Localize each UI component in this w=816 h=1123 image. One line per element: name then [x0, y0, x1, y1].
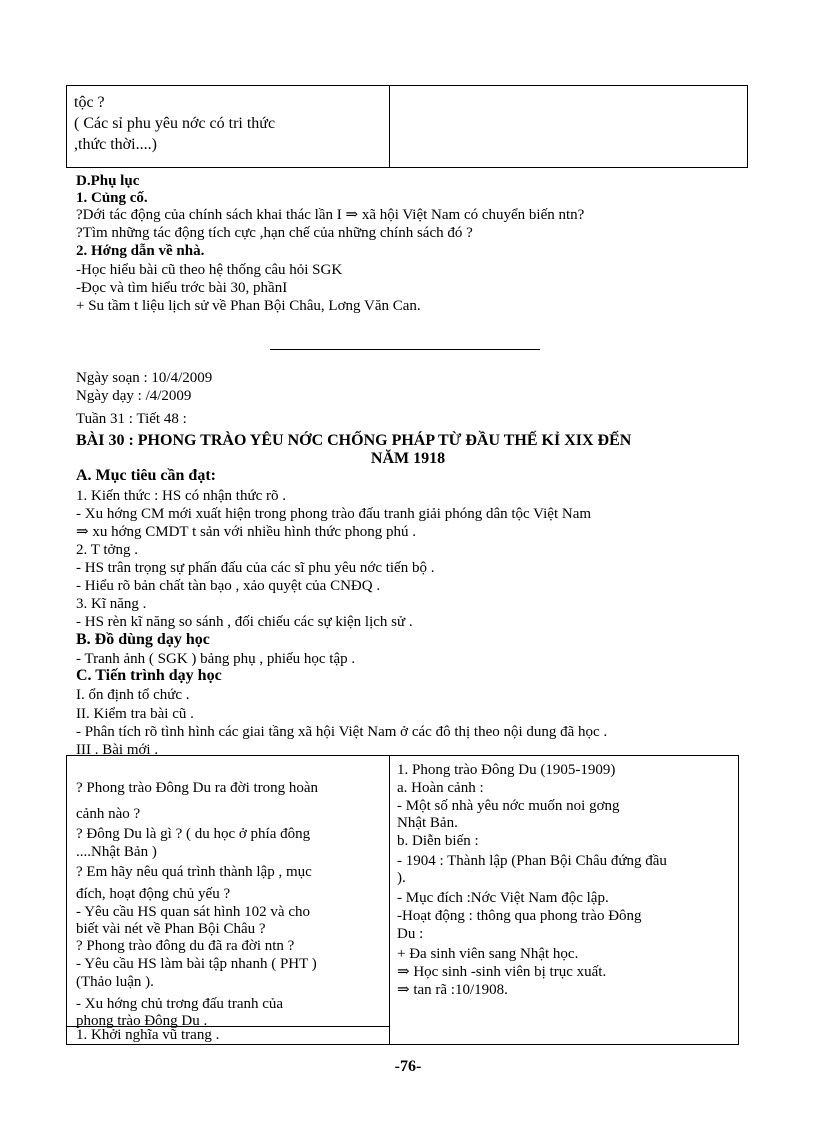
cell-line: a. Hoàn cảnh :	[397, 780, 484, 796]
teaching-date: Ngày dạy : /4/2009	[76, 388, 192, 404]
cell-line: - Mục đích :Nớc Việt Nam độc lập.	[397, 890, 609, 906]
cell-line: đích, hoạt động chủ yếu ?	[76, 886, 231, 902]
cell-line: - Một số nhà yêu nớc muốn noi gơng	[397, 798, 620, 814]
section-c-line: I. ổn định tổ chức .	[76, 687, 190, 703]
cell-line: - Xu hớng chủ trơng đấu tranh của	[76, 996, 284, 1012]
cell-line: ⇒ tan rã :10/1908.	[397, 982, 508, 998]
cell-line: cảnh nào ?	[76, 806, 141, 822]
section-b-heading: B. Đồ dùng dạy học	[76, 631, 210, 648]
section-a-line: 3. Kĩ năng .	[76, 596, 147, 612]
cell-line: biết vài nét về Phan Bội Châu ?	[76, 921, 266, 937]
appendix-item: + Su tầm t liệu lịch sử về Phan Bội Châu, Lơng Văn Can.	[76, 298, 421, 314]
cell-line: ,thức thời....)	[74, 136, 157, 153]
lesson-table-left-cell	[76, 780, 318, 1033]
cell-line: ? Phong trào Đông Du ra đời trong hoàn	[76, 780, 319, 796]
appendix-item: -Học hiểu bài cũ theo hệ thống câu hỏi SGK	[76, 262, 343, 278]
cell-line: ? Đông Du là gì ? ( du học ở phía đông	[76, 826, 311, 842]
cell-line: - Yêu cầu HS làm bài tập nhanh ( PHT )	[76, 956, 317, 972]
cell-line: ( Các sỉ phu yêu nớc có tri thức	[74, 115, 276, 132]
cell-line: tộc ?	[74, 94, 105, 111]
preparation-date: Ngày soạn : 10/4/2009	[76, 370, 213, 386]
cell-line: phong trào Đông Du .	[76, 1013, 208, 1029]
cell-line: -Hoạt động : thông qua phong trào Đông	[397, 908, 642, 924]
section-c-line: III . Bài mới .	[76, 742, 159, 758]
cell-line: Du :	[397, 926, 424, 942]
section-separator	[270, 349, 540, 350]
appendix-question-1: ?Dới tác động của chính sách khai thác lần I ⇒ xã hội Việt Nam có chuyển biến ntn?	[76, 207, 585, 223]
cell-line: Nhật Bản.	[397, 815, 458, 831]
cell-line: ? Phong trào đông du đã ra đời ntn ?	[76, 938, 295, 954]
lesson-table-right-cell	[397, 762, 667, 1000]
appendix-consolidation-heading: 1. Củng cố.	[76, 190, 148, 206]
section-a-line: - Xu hớng CM mới xuất hiện trong phong trào đấu tranh giải phóng dân tộc Việt Nam	[76, 506, 592, 522]
cell-line: - Yêu cầu HS quan sát hình 102 và cho	[76, 904, 310, 920]
cell-line: ? Em hãy nêu quá trình thành lập , mục	[76, 864, 312, 880]
page-number: -76-	[394, 1058, 422, 1075]
cell-line: + Đa sinh viên sang Nhật học.	[397, 946, 579, 962]
section-c-line: - Phân tích rõ tình hình các giai tầng xã hội Việt Nam ở các đô thị theo nội dung đã học .	[76, 724, 608, 740]
appendix-item: -Đọc và tìm hiểu trớc bài 30, phầnI	[76, 280, 288, 296]
section-a-line: ⇒ xu hớng CMDT t sản với nhiều hình thức phong phú .	[76, 524, 417, 540]
week-period: Tuần 31 : Tiết 48 :	[76, 411, 187, 427]
appendix-question-2: ?Tìm những tác động tích cực ,hạn chế của những chính sách đó ?	[76, 225, 473, 241]
cell-line: - 1904 : Thành lập (Phan Bội Châu đứng đầu	[397, 853, 667, 869]
lesson-title-line-2: NĂM 1918	[370, 450, 446, 467]
lesson-table-divider	[389, 755, 390, 1045]
cell-line: ....Nhật Bản )	[76, 844, 157, 860]
cell-line: (Thảo luận ).	[76, 974, 154, 990]
section-a-heading: A. Mục tiêu cần đạt:	[76, 467, 216, 484]
section-a-line: 1. Kiến thức : HS có nhận thức rõ .	[76, 488, 286, 504]
cell-line: ).	[397, 870, 406, 886]
section-a-line: - HS trân trọng sự phấn đấu của các sĩ phu yêu nớc tiến bộ .	[76, 560, 435, 576]
table-left-footer-line: 1. Khởi nghĩa vũ trang .	[76, 1027, 220, 1043]
section-a-line: 2. T tởng .	[76, 542, 138, 558]
section-c-heading: C. Tiến trình dạy học	[76, 667, 222, 684]
appendix-heading: D.Phụ lục	[76, 173, 140, 189]
section-b-line: - Tranh ảnh ( SGK ) bảng phụ , phiếu học tập .	[76, 651, 356, 667]
section-a-line: - HS rèn kĩ năng so sánh , đối chiếu các sự kiện lịch sử .	[76, 614, 413, 630]
top-table-left-cell	[74, 92, 275, 155]
section-a-line: - Hiểu rõ bản chất tàn bạo , xảo quyệt của CNĐQ .	[76, 578, 381, 594]
section-c-line: II. Kiểm tra bài cũ .	[76, 706, 194, 722]
cell-line: b. Diễn biến :	[397, 833, 479, 849]
appendix-homework-heading: 2. Hớng dẫn về nhà.	[76, 243, 205, 259]
lesson-title: BÀI 30 : PHONG TRÀO YÊU NỚC CHỐNG PHÁP TỪ ĐẦU THẾ KỈ XIX ĐẾN	[76, 432, 632, 449]
top-table-divider	[389, 85, 390, 168]
cell-line: ⇒ Học sinh -sinh viên bị trục xuất.	[397, 964, 607, 980]
cell-line: 1. Phong trào Đông Du (1905-1909)	[397, 762, 616, 778]
